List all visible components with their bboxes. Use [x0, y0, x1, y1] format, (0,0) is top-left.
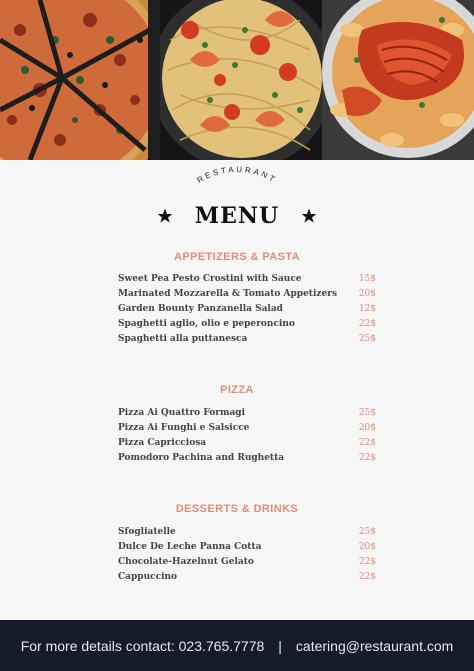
item-name: Sfogliatelle	[118, 527, 176, 538]
item-price: 12$	[358, 303, 376, 314]
item-price: 25$	[358, 333, 376, 344]
menu-item	[118, 316, 376, 331]
item-name: Pizza Ai Funghi e Salsicce	[118, 423, 250, 434]
lobster-pasta-photo	[322, 0, 474, 160]
item-name: Pizza Capricciosa	[118, 437, 207, 448]
item-name: Pomodoro Pachina and Rughetta	[118, 452, 285, 463]
star-icon	[301, 208, 317, 224]
menu-item	[118, 287, 376, 302]
footer-email[interactable]: catering@restaurant.com	[295, 637, 454, 654]
item-name: Pizza Ai Quattro Formagi	[118, 408, 246, 419]
item-name: Garden Bounty Panzanella Salad	[118, 303, 283, 314]
page-title: MENU	[194, 203, 280, 229]
section-items-pizza	[118, 406, 376, 465]
item-name: Spaghetti alla puttanesca	[118, 333, 248, 344]
footer	[0, 620, 474, 671]
section-title-appetizers: APPETIZERS & PASTA	[174, 251, 300, 263]
menu-item	[118, 331, 376, 346]
item-name: Spaghetti aglio, olio e peperoncino	[118, 318, 295, 329]
footer-separator: |	[278, 637, 282, 654]
menu-item	[118, 436, 376, 451]
item-price: 22$	[358, 556, 376, 567]
menu-item	[118, 540, 376, 555]
restaurant-label	[182, 160, 292, 202]
pizza-photo	[0, 0, 160, 160]
item-price: 25$	[358, 527, 376, 538]
item-name: Cappuccino	[118, 571, 178, 582]
spaghetti-photo	[160, 0, 322, 160]
item-price: 22$	[358, 318, 376, 329]
menu-item	[118, 525, 376, 540]
section-items-appetizers	[118, 272, 376, 346]
section-title-desserts: DESSERTS & DRINKS	[175, 503, 299, 515]
footer-contact: For more details contact: 023.765.7778	[20, 637, 265, 654]
item-price: 22$	[358, 437, 376, 448]
menu-item	[118, 302, 376, 317]
svg-text:RESTAURANT: RESTAURANT	[195, 164, 279, 186]
menu-item	[118, 450, 376, 465]
header-photos	[0, 0, 474, 160]
menu-item	[118, 555, 376, 570]
item-name: Chocolate-Hazelnut Gelato	[118, 556, 254, 567]
menu-item	[118, 406, 376, 421]
item-price: 15$	[358, 274, 376, 285]
item-price: 20$	[358, 289, 376, 300]
item-price: 20$	[358, 423, 376, 434]
item-price: 25$	[358, 408, 376, 419]
star-icon	[157, 208, 173, 224]
item-price: 22$	[358, 452, 376, 463]
section-title-pizza: PIZZA	[220, 384, 254, 396]
item-price: 20$	[358, 542, 376, 553]
section-items-desserts	[118, 525, 376, 584]
menu-item	[118, 569, 376, 584]
menu-item	[118, 421, 376, 436]
menu-item	[118, 272, 376, 287]
item-name: Dulce De Leche Panna Cotta	[118, 542, 262, 553]
title-row	[0, 198, 474, 234]
item-name: Sweet Pea Pesto Crostini with Sauce	[118, 274, 302, 285]
item-price: 22$	[358, 571, 376, 582]
item-name: Marinated Mozzarella & Tomato Appetizers	[118, 289, 338, 300]
